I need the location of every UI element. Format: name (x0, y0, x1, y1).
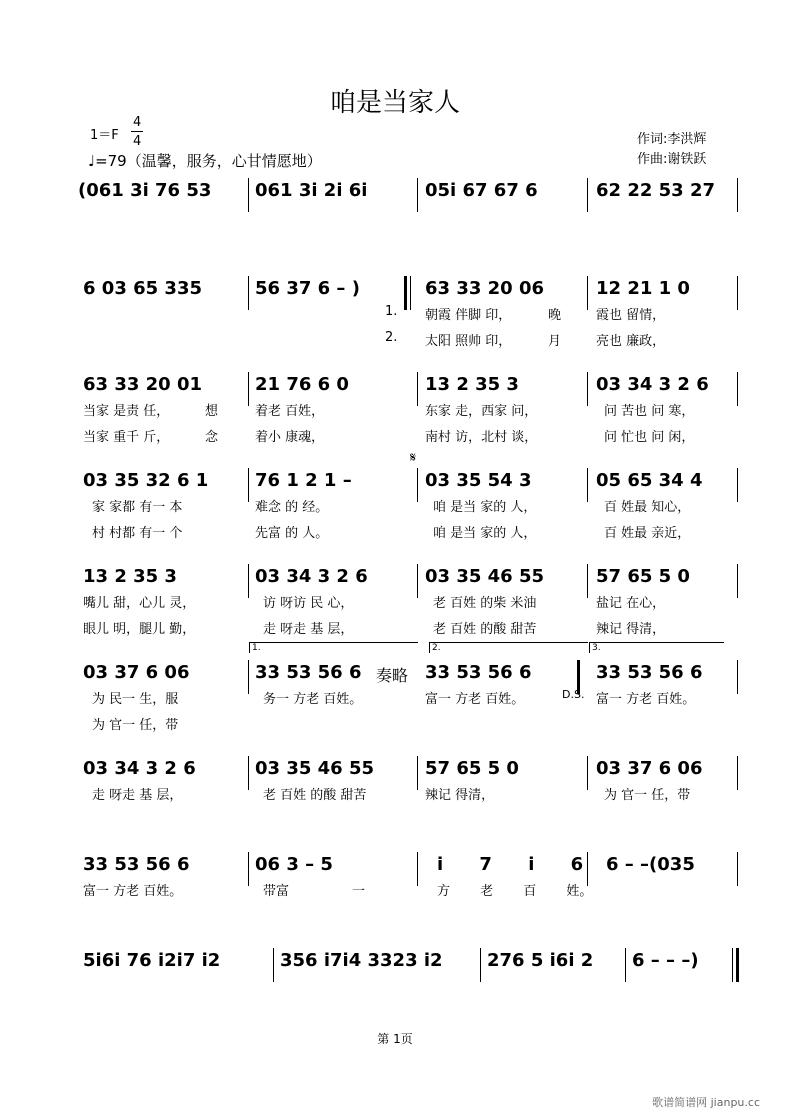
barline (480, 948, 481, 982)
volta-bracket (589, 642, 724, 653)
measure: 05 65 34 4 (596, 470, 703, 491)
song-title: 咱是当家人 (329, 88, 460, 118)
lyric: 朝霞 伴脚 印， (425, 308, 512, 323)
barline (625, 948, 626, 982)
measure: 76 1 2 1 – (255, 470, 352, 491)
measure: 5i6i 76 i2i7 i2 (83, 950, 221, 971)
lyric: 月 (548, 334, 562, 349)
lyric: 难念 的 经。 (255, 500, 329, 515)
lyric: 老 百姓 的柴 米油 (433, 596, 537, 611)
lyric: 老 百姓 的酸 甜苦 (433, 622, 537, 637)
barline (248, 468, 249, 502)
lyric: 访 呀访 民 心， (263, 596, 354, 611)
lyric: 咱 是当 家的 人， (433, 526, 537, 541)
lyric: 晚 (548, 308, 562, 323)
barline (732, 948, 733, 982)
barline (737, 756, 738, 790)
volta-label: 1. (252, 643, 261, 653)
volta-bracket (429, 642, 588, 653)
lyric: 盐记 在心， (596, 596, 666, 611)
barline (737, 372, 738, 406)
measure: i 7 i 6 (437, 854, 584, 875)
barline (737, 468, 738, 502)
lyric: 辣记 得清， (596, 622, 666, 637)
barline (248, 372, 249, 406)
lyric: 百 姓最 亲近， (604, 526, 691, 541)
lyric: 走 呀走 基 层， (263, 622, 354, 637)
omit-marking: 奏略 (376, 666, 409, 685)
measure: 63 33 20 01 (83, 374, 202, 395)
lyric: 富一 方老 百姓。 (596, 692, 696, 707)
lyric: 嘴儿 甜，心儿 灵， (83, 596, 196, 611)
barline (248, 178, 249, 212)
lyric: 东家 走，西家 问， (425, 404, 538, 419)
page-number: 第 1页 (377, 1032, 413, 1046)
key-signature: 1＝F (90, 128, 119, 143)
barline (417, 756, 418, 790)
measure: 05i 67 67 6 (425, 180, 538, 201)
measure: 33 53 56 6 (425, 662, 532, 683)
measure: 56 37 6 – ) (255, 278, 360, 299)
barline (248, 660, 249, 694)
measure: 03 37 6 06 (83, 662, 190, 683)
lyric: 辣记 得清， (425, 788, 495, 803)
lyric: 带富 (263, 884, 290, 899)
tempo-marking: ♩=79（温馨，服务，心甘情愿地） (88, 152, 322, 170)
measure: 63 33 20 06 (425, 278, 544, 299)
measure: 061 3i 2i 6i (255, 180, 368, 201)
measure: 6 – – –) (632, 950, 699, 971)
barline (587, 756, 588, 790)
lyric: 着老 百姓， (255, 404, 325, 419)
verse-number: 2. (385, 330, 398, 345)
barline (410, 276, 411, 310)
lyric: 走 呀走 基 层， (92, 788, 183, 803)
lyric: 问 忙也 问 闲， (604, 430, 695, 445)
measure: 33 53 56 6 (83, 854, 190, 875)
barline (248, 276, 249, 310)
lyric: 百 姓最 知心， (604, 500, 691, 515)
measure: 03 37 6 06 (596, 758, 703, 779)
barline (737, 564, 738, 598)
barline (417, 852, 418, 886)
measure: 276 5 i6i 2 (487, 950, 594, 971)
measure: 33 53 56 6 (255, 662, 362, 683)
verse-number: 1. (385, 304, 398, 319)
lyric: 霞也 留情， (596, 308, 666, 323)
barline (737, 276, 738, 310)
lyric: 一 (352, 884, 366, 899)
barline (417, 564, 418, 598)
measure: 03 34 3 2 6 (596, 374, 709, 395)
lyric: 南村 访，北村 谈， (425, 430, 538, 445)
barline (737, 852, 738, 886)
watermark: 歌谱简谱网 jianpu.cc (652, 1096, 760, 1109)
lyric: 念 (205, 430, 219, 445)
measure: 33 53 56 6 (596, 662, 703, 683)
measure: 6 03 65 335 (83, 278, 202, 299)
barline (417, 178, 418, 212)
volta-label: 3. (592, 643, 601, 653)
measure: 03 35 46 55 (255, 758, 374, 779)
measure: 57 65 5 0 (425, 758, 519, 779)
barline (587, 178, 588, 212)
lyric: 咱 是当 家的 人， (433, 500, 537, 515)
ds-marking: D.S. (562, 688, 585, 701)
lyric: 着小 康魂， (255, 430, 325, 445)
lyric: 为 官一 任，带 (604, 788, 691, 803)
measure: 03 34 3 2 6 (255, 566, 368, 587)
measure: (061 3i 76 53 (78, 180, 212, 201)
measure: 6 – –(035 (606, 854, 695, 875)
time-signature-line (131, 131, 143, 132)
measure: 21 76 6 0 (255, 374, 349, 395)
measure: 57 65 5 0 (596, 566, 690, 587)
lyric: 当家 重千 斤， (83, 430, 170, 445)
measure: 03 34 3 2 6 (83, 758, 196, 779)
lyric: 务一 方老 百姓。 (263, 692, 363, 707)
lyric: 家 家都 有一 本 (92, 500, 183, 515)
measure: 62 22 53 27 (596, 180, 715, 201)
volta-label: 2. (432, 643, 441, 653)
lyric: 村 村都 有一 个 (92, 526, 183, 541)
composer-credit: 作曲:谢铁跃 (637, 152, 707, 167)
measure: 06 3 – 5 (255, 854, 333, 875)
lyric: 富一 方老 百姓。 (425, 692, 525, 707)
lyric: 方 老 百 姓。 (437, 884, 593, 899)
measure: 03 35 46 55 (425, 566, 544, 587)
lyric: 眼儿 明，腿儿 勤， (83, 622, 196, 637)
barline (417, 372, 418, 406)
barline (248, 852, 249, 886)
measure: 13 2 35 3 (83, 566, 177, 587)
lyric: 当家 是责 任， (83, 404, 170, 419)
time-signature-top: 4 (133, 115, 142, 130)
measure: 356 i7i4 3323 i2 (280, 950, 443, 971)
lyric: 亮也 廉政， (596, 334, 666, 349)
final-barline (736, 948, 739, 982)
barline (737, 660, 738, 694)
lyric: 为 官一 任，带 (92, 718, 179, 733)
lyricist-credit: 作词:李洪辉 (637, 132, 707, 147)
measure: 03 35 54 3 (425, 470, 532, 491)
lyric: 为 民一 生，服 (92, 692, 179, 707)
volta-bracket (249, 642, 418, 653)
barline (248, 564, 249, 598)
lyric: 先富 的 人。 (255, 526, 329, 541)
measure: 13 2 35 3 (425, 374, 519, 395)
time-signature-bottom: 4 (133, 134, 142, 149)
lyric: 太阳 照帅 印， (425, 334, 512, 349)
barline (273, 948, 274, 982)
barline (587, 372, 588, 406)
barline (587, 564, 588, 598)
lyric: 富一 方老 百姓。 (83, 884, 183, 899)
lyric: 问 苦也 问 寒， (604, 404, 695, 419)
barline (587, 468, 588, 502)
barline (737, 178, 738, 212)
barline (417, 468, 418, 502)
measure: 03 35 32 6 1 (83, 470, 209, 491)
repeat-barline (404, 276, 407, 310)
barline (587, 276, 588, 310)
segno-icon: 𝄋 (410, 450, 417, 466)
lyric: 老 百姓 的酸 甜苦 (263, 788, 367, 803)
measure: 12 21 1 0 (596, 278, 690, 299)
lyric: 想 (205, 404, 219, 419)
barline (248, 756, 249, 790)
